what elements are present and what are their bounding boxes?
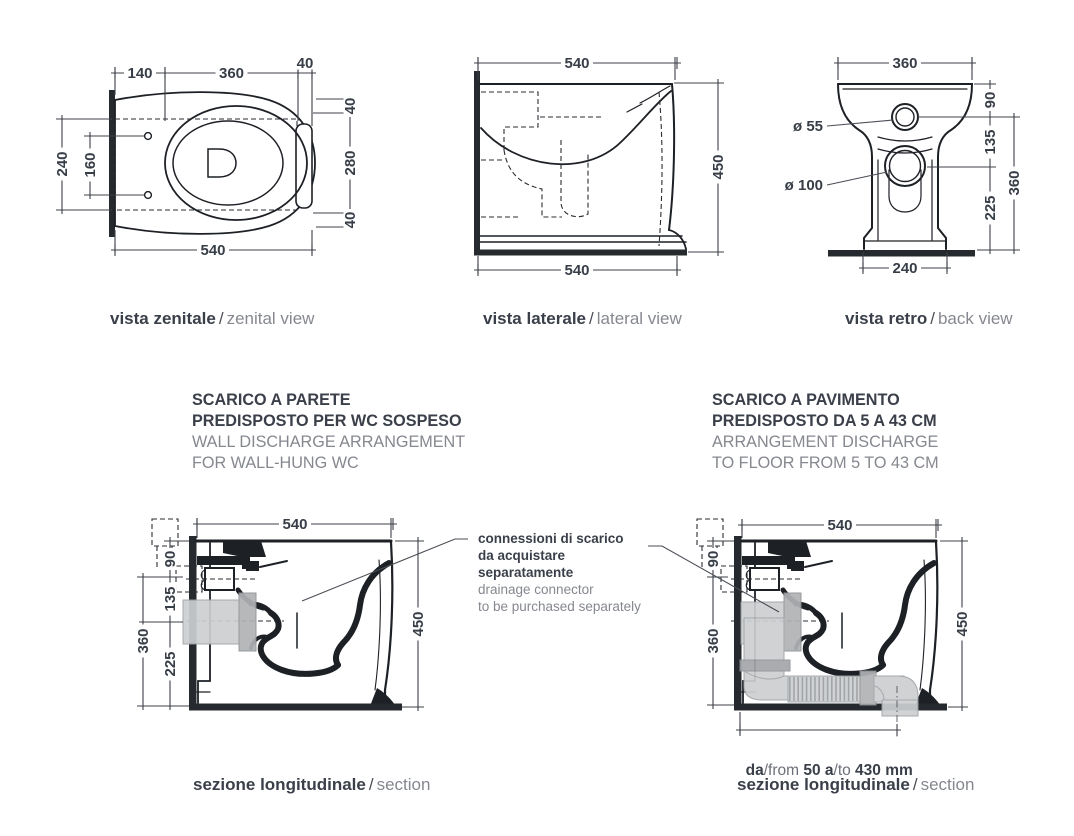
caption-lateral-en: lateral view <box>596 309 682 328</box>
annotation-line: da acquistare <box>478 548 566 563</box>
range-part: /to <box>833 762 851 779</box>
lateral-view-drawing <box>474 55 727 279</box>
range-part: a <box>824 762 834 779</box>
dim-label: 40 <box>342 211 359 229</box>
caption-zenital <box>110 309 314 329</box>
dim-label: 90 <box>162 550 179 568</box>
dim-label: 540 <box>200 242 226 259</box>
diameter-label-small: ø 55 <box>792 118 823 135</box>
range-part: 430 mm <box>850 762 913 779</box>
caption-section-wall <box>193 775 430 795</box>
range-part: /from <box>763 762 800 779</box>
annotation-line: connessioni di scarico <box>478 531 624 546</box>
drain-connector-annotation <box>478 530 641 615</box>
heading-line: PREDISPOSTO DA 5 A 43 CM <box>712 412 937 430</box>
dim-label: 240 <box>892 260 918 277</box>
dim-label: 360 <box>218 65 245 82</box>
heading-line: SCARICO A PARETE <box>192 391 351 409</box>
dim-label: 540 <box>564 55 590 72</box>
annotation-line: separatamente <box>478 565 574 580</box>
dim-label: 540 <box>827 517 853 534</box>
heading-line: SCARICO A PAVIMENTO <box>712 391 900 409</box>
heading-wall-discharge <box>192 390 465 474</box>
heading-line: PREDISPOSTO PER WC SOSPESO <box>192 412 462 430</box>
dim-label: 360 <box>705 628 722 654</box>
dim-label: 360 <box>135 628 152 654</box>
caption-separator: / <box>589 309 594 328</box>
heading-line: WALL DISCHARGE ARRANGEMENT <box>192 433 466 451</box>
zenital-dimensions <box>54 55 359 259</box>
dim-label: 240 <box>54 151 71 177</box>
dim-label: 135 <box>982 129 999 155</box>
caption-section-en: section <box>376 775 431 794</box>
caption-section-floor <box>737 775 974 795</box>
dim-label: 450 <box>710 154 727 180</box>
caption-retro-en: back view <box>937 309 1013 328</box>
dim-label: 90 <box>705 550 722 568</box>
dim-label: 450 <box>410 611 427 637</box>
dim-label: 225 <box>162 651 179 677</box>
caption-retro <box>845 309 1013 329</box>
dim-label: 40 <box>342 97 359 115</box>
heading-line: FOR WALL-HUNG WC <box>192 454 359 472</box>
dim-label: 540 <box>564 262 590 279</box>
section-wall-dimensions <box>135 516 427 711</box>
heading-floor-discharge <box>712 390 939 474</box>
caption-zenital-en: zenital view <box>226 309 315 328</box>
dim-label: 90 <box>982 91 999 109</box>
dim-label: 280 <box>342 150 359 176</box>
dim-label: 40 <box>296 55 314 72</box>
back-view-drawing <box>785 55 1023 277</box>
caption-separator: / <box>912 775 918 794</box>
annotation-line: drainage connector <box>478 582 594 597</box>
drain-connector-floor <box>740 593 918 716</box>
zenital-view-drawing <box>54 55 359 259</box>
caption-section-it: sezione longitudinale <box>737 775 910 794</box>
caption-separator: / <box>218 309 224 328</box>
dim-label: 540 <box>282 516 308 533</box>
back-dimensions <box>834 55 1023 277</box>
dim-label: 360 <box>892 55 918 72</box>
annotation-line: to be purchased separately <box>478 599 641 614</box>
dim-label: 360 <box>1006 170 1023 196</box>
lateral-dimensions <box>474 55 727 279</box>
dim-label: 225 <box>982 195 999 221</box>
range-part: da <box>745 762 764 779</box>
caption-zenital-it: vista zenitale <box>110 309 216 328</box>
caption-section-en: section <box>920 775 975 794</box>
caption-retro-it: vista retro <box>845 309 928 328</box>
dim-label: 135 <box>162 586 179 612</box>
caption-lateral-it: vista laterale <box>483 309 587 328</box>
heading-line: TO FLOOR FROM 5 TO 43 CM <box>712 454 939 472</box>
range-part: 50 <box>799 762 825 779</box>
heading-line: ARRANGEMENT DISCHARGE <box>712 433 939 451</box>
caption-separator: / <box>930 309 935 328</box>
dim-label: 140 <box>127 65 153 82</box>
caption-separator: / <box>368 775 374 794</box>
section-wall-drawing <box>135 516 427 711</box>
dim-label: 160 <box>82 152 99 178</box>
caption-section-it: sezione longitudinale <box>193 775 366 794</box>
diameter-label-big: ø 100 <box>784 177 823 194</box>
section-floor-drawing <box>697 517 971 737</box>
dim-label: 450 <box>954 611 971 637</box>
drain-connector-wall <box>183 593 256 651</box>
caption-lateral <box>483 309 682 329</box>
